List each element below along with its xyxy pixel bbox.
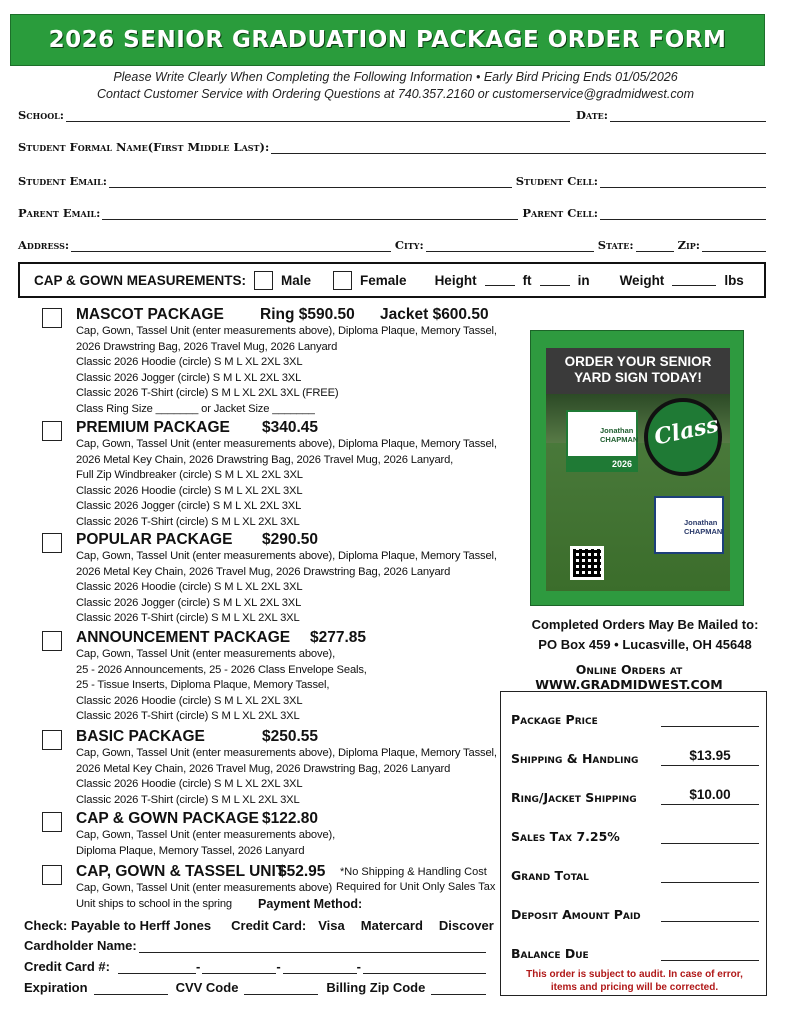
- lbs-label: lbs: [724, 272, 744, 288]
- contact-line: Contact Customer Service with Ordering Questions at 740.357.2160 or customerservice@gradmidwest.com: [97, 87, 694, 101]
- cardholder-row: [24, 938, 486, 953]
- price-row-label: Package Price: [511, 712, 598, 727]
- package-name: PREMIUM PACKAGE: [76, 419, 230, 436]
- detail-line: Diploma Plaque, Memory Tassel, 2026 Lanyard: [76, 844, 305, 857]
- package-header: [76, 629, 367, 647]
- detail-line: 25 - 2026 Announcements, 25 - 2026 Class Envelope Seals,: [76, 663, 367, 676]
- city-field[interactable]: [426, 240, 594, 252]
- sign-first-name: Jonathan: [684, 518, 718, 527]
- card-number-label: Credit Card #:: [24, 959, 110, 974]
- detail-line: 2026 Metal Key Chain, 2026 Travel Mug, 2026 Drawstring Bag, 2026 Lanyard: [76, 565, 451, 578]
- package-price: $52.95: [278, 863, 326, 880]
- price-row-value[interactable]: [661, 709, 759, 727]
- sign-year: 2026: [611, 459, 632, 469]
- detail-line: Classic 2026 T-Shirt (circle) S M L XL 2XL 3XL: [76, 710, 300, 723]
- weight-field[interactable]: [672, 274, 716, 286]
- package-details: [76, 549, 497, 627]
- package-name: POPULAR PACKAGE: [76, 531, 233, 548]
- form-title: 2026 SENIOR GRADUATION PACKAGE ORDER FORM: [48, 27, 727, 53]
- package-name: CAP & GOWN PACKAGE: [76, 810, 259, 827]
- promo-title: [546, 354, 730, 386]
- package-price: $340.45: [262, 419, 319, 436]
- detail-line: Classic 2026 Jogger (circle) S M L XL 2XL 3XL: [76, 500, 302, 513]
- student-name-field[interactable]: [271, 142, 766, 154]
- address-label: Address:: [18, 238, 70, 252]
- package-header: [76, 306, 489, 324]
- cardholder-field[interactable]: [139, 939, 486, 953]
- card-number-part-2[interactable]: [202, 960, 276, 974]
- price-row-total: [511, 859, 759, 883]
- price-row-value: $10.00: [661, 787, 759, 805]
- card-number-row: Credit Card #: - - -: [24, 959, 486, 974]
- detail-line: Unit ships to school in the spring: [76, 897, 232, 910]
- zip-field[interactable]: [702, 240, 766, 252]
- measurements-box: [18, 262, 766, 298]
- package-header: [76, 419, 319, 437]
- billing-zip-field[interactable]: [431, 981, 486, 995]
- detail-line: Classic 2026 Hoodie (circle) S M L XL 2XL 3XL: [76, 484, 303, 497]
- detail-line: 25 - Tissue Inserts, Diploma Plaque, Memory Tassel,: [76, 679, 330, 692]
- sign-name: [600, 426, 638, 444]
- qr-code-icon[interactable]: [570, 546, 604, 580]
- price-row-package: [511, 703, 759, 727]
- student-email-field[interactable]: [109, 176, 512, 188]
- promo-title-line: YARD SIGN TODAY!: [574, 370, 702, 385]
- parent-email-row: [18, 204, 766, 220]
- announcement-checkbox[interactable]: [42, 631, 62, 651]
- class-of-signs-logo: [644, 398, 722, 476]
- price-row-tax: [511, 820, 759, 844]
- mascot-checkbox[interactable]: [42, 308, 62, 328]
- online-orders-link[interactable]: Online Orders at WWW.GRADMIDWEST.COM: [535, 662, 723, 692]
- price-row-label: Sales Tax 7.25%: [511, 829, 620, 844]
- parent-cell-field[interactable]: [600, 208, 766, 220]
- package-price: $290.50: [262, 531, 319, 548]
- height-in-field[interactable]: [540, 274, 570, 286]
- detail-line: Classic 2026 Hoodie (circle) S M L XL 2XL 3XL: [76, 778, 303, 791]
- popular-checkbox[interactable]: [42, 533, 62, 553]
- audit-line: items and pricing will be corrected.: [550, 982, 719, 993]
- price-row-value[interactable]: [661, 865, 759, 883]
- state-label: State:: [597, 238, 634, 252]
- package-header: [76, 531, 319, 549]
- yard-sign-sample-2: [654, 496, 724, 554]
- sign-first-name: Jonathan: [600, 426, 634, 435]
- package-header: [76, 728, 319, 746]
- unit-note-line: Required for Unit Only Sales Tax: [336, 881, 496, 893]
- discover-option[interactable]: Discover: [438, 918, 494, 933]
- audit-line: This order is subject to audit. In case of error,: [526, 969, 743, 980]
- height-ft-field[interactable]: [485, 274, 515, 286]
- package-details: [76, 647, 367, 725]
- package-details: [76, 746, 497, 808]
- detail-line: Classic 2026 T-Shirt (circle) S M L XL 2XL 3XL: [76, 612, 300, 625]
- package-details: [76, 324, 497, 418]
- package-name: MASCOT PACKAGE: [76, 306, 224, 323]
- card-number-part-4[interactable]: [363, 960, 486, 974]
- visa-option[interactable]: Visa: [318, 918, 345, 933]
- price-row-label: Deposit Amount Paid: [511, 907, 641, 922]
- female-checkbox[interactable]: [333, 271, 352, 290]
- unit-shipping-note: [336, 865, 495, 895]
- school-label: School:: [18, 108, 65, 122]
- pricing-summary-box: [500, 691, 767, 996]
- detail-line: Classic 2026 T-Shirt (circle) S M L XL 2XL 3XL: [76, 515, 300, 528]
- credit-card-label: Credit Card:: [231, 918, 307, 933]
- cvv-field[interactable]: [244, 981, 318, 995]
- male-checkbox[interactable]: [254, 271, 273, 290]
- measurements-label: CAP & GOWN MEASUREMENTS:: [34, 272, 247, 288]
- detail-line: Cap, Gown, Tassel Unit (enter measurements above), Diploma Plaque, Memory Tassel,: [76, 747, 497, 759]
- student-email-label: Student Email:: [18, 174, 107, 188]
- mailing-heading: Completed Orders May Be Mailed to:: [531, 617, 759, 632]
- logo-text: Class: [652, 411, 721, 451]
- date-label: Date:: [575, 108, 608, 122]
- price-row-value[interactable]: [661, 943, 759, 961]
- city-label: City:: [394, 238, 424, 252]
- address-field[interactable]: [71, 240, 391, 252]
- package-name: ANNOUNCEMENT PACKAGE: [76, 629, 291, 646]
- promo-title-line: ORDER YOUR SENIOR: [564, 354, 712, 369]
- billing-zip-label: Billing Zip Code: [326, 980, 426, 995]
- student-name-label: Student Formal Name(First Middle Last):: [18, 140, 270, 154]
- male-label: Male: [281, 272, 312, 288]
- package-price: $277.85: [310, 629, 367, 646]
- unit-checkbox[interactable]: [42, 865, 62, 885]
- package-header: [76, 810, 319, 828]
- detail-line: Cap, Gown, Tassel Unit (enter measurements above), Diploma Plaque, Memory Tassel,: [76, 438, 497, 450]
- detail-line: Classic 2026 Jogger (circle) S M L XL 2XL 3XL: [76, 596, 302, 609]
- package-name: BASIC PACKAGE: [76, 728, 205, 745]
- cardholder-label: Cardholder Name:: [24, 938, 137, 953]
- card-details-row: [24, 980, 486, 995]
- detail-line: Classic 2026 Hoodie (circle) S M L XL 2XL 3XL: [76, 694, 303, 707]
- address-row: [18, 236, 766, 252]
- parent-email-label: Parent Email:: [18, 206, 101, 220]
- school-field[interactable]: [66, 110, 570, 122]
- package-details: [76, 437, 497, 531]
- detail-line: Classic 2026 T-Shirt (circle) S M L XL 2XL 3XL: [76, 793, 300, 806]
- height-label: Height: [434, 272, 477, 288]
- package-price: $122.80: [262, 810, 319, 827]
- yard-sign-sample: [566, 410, 638, 472]
- student-cell-field[interactable]: [600, 176, 766, 188]
- zip-label: Zip:: [677, 238, 700, 252]
- price-row-label: Balance Due: [511, 946, 589, 961]
- detail-line: Cap, Gown, Tassel Unit (enter measurements above), Diploma Plaque, Memory Tassel,: [76, 325, 497, 337]
- price-row-shipping: [511, 742, 759, 766]
- mastercard-option[interactable]: Matercard: [360, 918, 423, 933]
- basic-checkbox[interactable]: [42, 730, 62, 750]
- in-label: in: [577, 272, 590, 288]
- state-field[interactable]: [636, 240, 674, 252]
- form-title-bar: [10, 14, 765, 66]
- detail-line: Class Ring Size _______ or Jacket Size _______: [76, 402, 315, 415]
- weight-label: Weight: [619, 272, 665, 288]
- cap-gown-checkbox[interactable]: [42, 812, 62, 832]
- price-row-value: $13.95: [661, 748, 759, 766]
- price-row-label: Ring/Jacket Shipping: [511, 790, 637, 805]
- student-cell-label: Student Cell:: [515, 174, 598, 188]
- detail-line: Classic 2026 T-Shirt (circle) S M L XL 2XL 3XL (FREE): [76, 387, 339, 400]
- detail-line: Cap, Gown, Tassel Unit (enter measurements above), Diploma Plaque, Memory Tassel,: [76, 550, 497, 562]
- promo-image: [546, 348, 730, 591]
- cvv-label: CVV Code: [175, 980, 239, 995]
- detail-line: Cap, Gown, Tassel Unit (enter measurements above),: [76, 829, 336, 841]
- package-price: $250.55: [262, 728, 319, 745]
- detail-line: 2026 Drawstring Bag, 2026 Travel Mug, 2026 Lanyard: [76, 340, 338, 353]
- card-number-part-3[interactable]: [283, 960, 357, 974]
- audit-notice: [507, 968, 762, 994]
- detail-line: Classic 2026 Hoodie (circle) S M L XL 2XL 3XL: [76, 356, 303, 369]
- detail-line: 2026 Metal Key Chain, 2026 Drawstring Bag, 2026 Travel Mug, 2026 Lanyard,: [76, 453, 454, 466]
- sign-name: [684, 518, 722, 536]
- expiration-field[interactable]: [94, 981, 168, 995]
- package-header: [76, 863, 326, 881]
- instructions-line: Please Write Clearly When Completing the Following Information • Early Bird Pricing Ends 01/05/2026: [113, 70, 678, 84]
- expiration-label: Expiration: [24, 980, 88, 995]
- price-row-label: Shipping & Handling: [511, 751, 639, 766]
- parent-email-field[interactable]: [102, 208, 518, 220]
- payment-options-row: [24, 918, 494, 933]
- price-row-value[interactable]: [661, 904, 759, 922]
- package-name: CAP, GOWN & TASSEL UNIT: [76, 863, 286, 880]
- detail-line: Classic 2026 Hoodie (circle) S M L XL 2XL 3XL: [76, 581, 303, 594]
- ft-label: ft: [522, 272, 532, 288]
- price-row-ring-jacket: [511, 781, 759, 805]
- check-option[interactable]: Check: Payable to Herff Jones: [24, 918, 212, 933]
- price-row-value[interactable]: [661, 826, 759, 844]
- price-row-label: Grand Total: [511, 868, 589, 883]
- sign-last-name: CHAPMAN: [684, 527, 723, 536]
- student-email-row: [18, 172, 766, 188]
- detail-line: 2026 Metal Key Chain, 2026 Travel Mug, 2026 Drawstring Bag, 2026 Lanyard: [76, 762, 451, 775]
- detail-line: Full Zip Windbreaker (circle) S M L XL 2XL 3XL: [76, 469, 303, 482]
- detail-line: Classic 2026 Jogger (circle) S M L XL 2XL 3XL: [76, 371, 302, 384]
- sign-last-name: CHAPMAN: [600, 435, 639, 444]
- payment-method-label: Payment Method:: [258, 897, 363, 911]
- yard-sign-promo[interactable]: [530, 330, 744, 606]
- package-price-jacket: Jacket $600.50: [380, 306, 489, 323]
- student-name-row: [18, 138, 766, 154]
- female-label: Female: [360, 272, 407, 288]
- detail-line: Cap, Gown, Tassel Unit (enter measurements above),: [76, 648, 336, 660]
- detail-line: Cap, Gown, Tassel Unit (enter measurements above): [76, 882, 333, 894]
- premium-checkbox[interactable]: [42, 421, 62, 441]
- package-details: [76, 828, 335, 859]
- school-date-row: [18, 106, 766, 122]
- price-row-deposit: [511, 898, 759, 922]
- card-number-part-1[interactable]: [118, 960, 196, 974]
- mailing-address: PO Box 459 • Lucasville, OH 45648: [538, 637, 752, 652]
- date-field[interactable]: [610, 110, 766, 122]
- package-price-ring: Ring $590.50: [260, 306, 355, 323]
- parent-cell-label: Parent Cell:: [522, 206, 598, 220]
- unit-note-line: *No Shipping & Handling Cost: [340, 866, 487, 878]
- price-row-balance: [511, 937, 759, 961]
